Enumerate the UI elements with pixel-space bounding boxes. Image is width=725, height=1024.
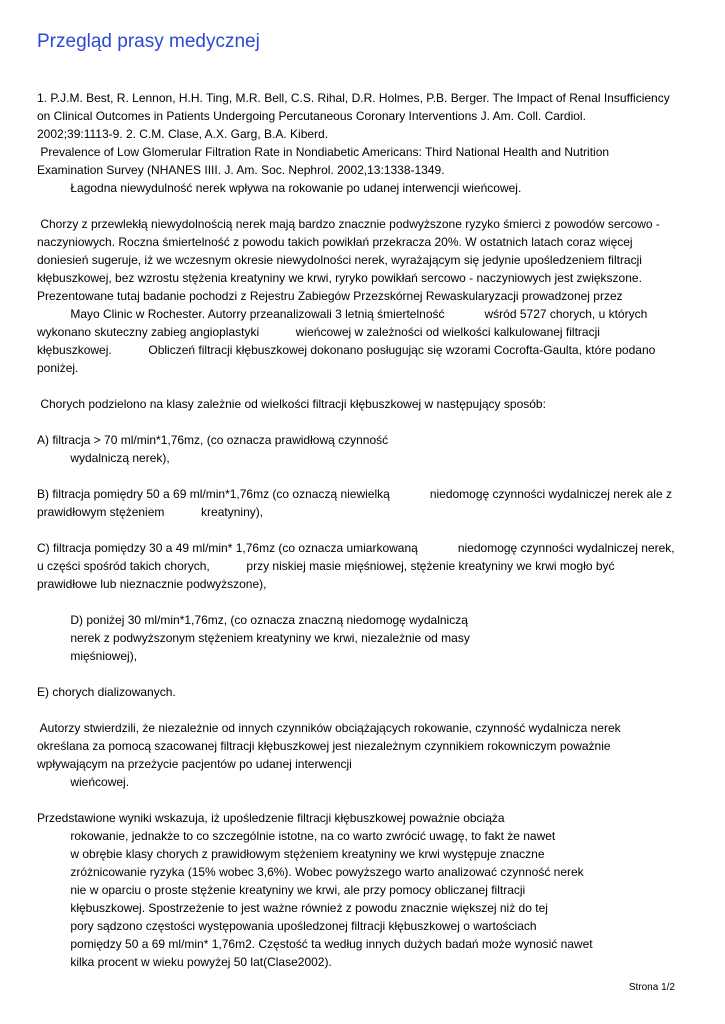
article-body: [37, 89, 692, 971]
text-line: pory sądzono częstości występowania upośledzonej filtracji kłębuszkowej o wartościach: [37, 919, 537, 933]
text-line: Przedstawione wyniki wskazuja, iż upośledzenie filtracji kłębuszkowej poważnie obciąża: [37, 811, 505, 825]
text-line: wieńcowej.: [37, 775, 130, 789]
text-line: on Clinical Outcomes in Patients Undergoing Percutaneous Coronary Interventions J. Am. Coll. Cardiol.: [37, 109, 586, 123]
text-line: 1. P.J.M. Best, R. Lennon, H.H. Ting, M.R. Bell, C.S. Rihal, D.R. Holmes, P.B. Berger. The Impact of Renal Insufficiency: [37, 91, 670, 105]
blank-line: [37, 413, 692, 431]
text-line: mięśniowej),: [37, 649, 138, 663]
text-line: naczyniowych. Roczna śmiertelność z powodu takich powikłań przekracza 20%. W ostatnich latach coraz więcej: [37, 235, 633, 249]
blank-line: [37, 665, 692, 683]
text-line: pomiędzy 50 a 69 ml/min* 1,76m2. Częstość ta według innych dużych badań może wynosić nawet: [37, 937, 593, 951]
blank-line: [37, 521, 692, 539]
text-line: rokowanie, jednakże to co szczególnie istotne, na co warto zwrócić uwagę, to fakt że nawet: [37, 829, 556, 843]
text-line: prawidłowym stężeniem kreatyniny),: [37, 505, 264, 519]
text-line: Prezentowane tutaj badanie pochodzi z Rejestru Zabiegów Przezskórnej Rewaskularyzacji prowadzonej przez: [37, 289, 623, 303]
text-line: Chorych podzielono na klasy zależnie od wielkości filtracji kłębuszkowej w następujący sposób:: [37, 397, 546, 411]
blank-line: [37, 701, 692, 719]
text-line: kłębuszkowej, bez wzrostu stężenia kreatyniny we krwi, ryryko powikłań sercowo - naczyniowych jest zwiększone.: [37, 271, 642, 285]
text-line: Autorzy stwierdzili, że niezależnie od innych czynników obciążających rokowanie, czynność wydalnicza nerek: [37, 721, 621, 735]
text-line: B) filtracja pomiędry 50 a 69 ml/min*1,76mz (co oznaczą niewielką niedomogę czynności wydalniczej nerek ale z: [37, 487, 672, 501]
text-line: A) filtracja > 70 ml/min*1,76mz, (co oznacza prawidłową czynność: [37, 433, 389, 447]
text-line: C) filtracja pomiędzy 30 a 49 ml/min* 1,76mz (co oznacza umiarkowaną niedomogę czynności wydalniczej nerek,: [37, 541, 675, 555]
blank-line: [37, 197, 692, 215]
text-line: Mayo Clinic w Rochester. Autorry przeanalizowali 3 letnią śmiertelność wśród 5727 chorych, u których: [37, 307, 648, 321]
text-line: Prevalence of Low Glomerular Filtration Rate in Nondiabetic Americans: Third National Health and Nutrition: [37, 145, 610, 159]
text-line: 2002;39:1113-9. 2. C.M. Clase, A.X. Garg, B.A. Kiberd.: [37, 127, 329, 141]
text-line: kłębuszkowej. Obliczeń filtracji kłębuszkowej dokonano posługując się wzorami Cocrofta-Gaulta, które podano: [37, 343, 656, 357]
text-line: wpływającym na przeżycie pacjentów po udanej interwencji: [37, 757, 352, 771]
text-line: zróżnicowanie ryzyka (15% wobec 3,6%). Wobec powyższego warto analizować czynność nerek: [37, 865, 584, 879]
text-line: prawidłowe lub nieznacznie podwyższone),: [37, 577, 267, 591]
text-line: wydalniczą nerek),: [37, 451, 170, 465]
text-line: w obrębie klasy chorych z prawidłowym stężeniem kreatyniny we krwi występuje znaczne: [37, 847, 545, 861]
page-number: Strona 1/2: [628, 982, 675, 993]
blank-line: [37, 791, 692, 809]
text-line: wykonano skuteczny zabieg angioplastyki wieńcowej w zależności od wielkości kalkulowanej filtracji: [37, 325, 600, 339]
text-line: określana za pomocą szacowanej filtracji kłębuszkowej jest niezależnym czynnikiem rokowniczym poważnie: [37, 739, 611, 753]
blank-line: [37, 377, 692, 395]
text-line: doniesień sugeruje, iż we wczesnym okresie niewydolności nerek, wyrażającym się jedynie upośledzeniem filtracji: [37, 253, 642, 267]
text-line: Examination Survey (NHANES IIII. J. Am. Soc. Nephrol. 2002,13:1338-1349.: [37, 163, 445, 177]
text-line: E) chorych dializowanych.: [37, 685, 176, 699]
text-line: kłębuszkowej. Spostrzeżenie to jest ważne również z powodu znacznie większej niż do tej: [37, 901, 548, 915]
text-line: poniżej.: [37, 361, 79, 375]
text-line: u części spośród takich chorych, przy niskiej masie mięśniowej, stężenie kreatyniny we krwi mogło być: [37, 559, 615, 573]
blank-line: [37, 467, 692, 485]
page-title: Przegląd prasy medycznej: [37, 31, 260, 52]
text-line: nie w oparciu o proste stężenie kreatyniny we krwi, ale przy pomocy obliczanej filtracji: [37, 883, 526, 897]
text-line: kilka procent w wieku powyżej 50 lat(Clase2002).: [37, 955, 332, 969]
text-line: Łagodna niewydulność nerek wpływa na rokowanie po udanej interwencji wieńcowej.: [37, 181, 522, 195]
text-line: Chorzy z przewlekłą niewydolnością nerek mają bardzo znacznie podwyższone ryzyko śmierci z powodów sercowo -: [37, 217, 660, 231]
blank-line: [37, 593, 692, 611]
text-line: D) poniżej 30 ml/min*1,76mz, (co oznacza znaczną niedomogę wydalniczą: [37, 613, 468, 627]
text-line: nerek z podwyższonym stężeniem kreatyniny we krwi, niezależnie od masy: [37, 631, 470, 645]
